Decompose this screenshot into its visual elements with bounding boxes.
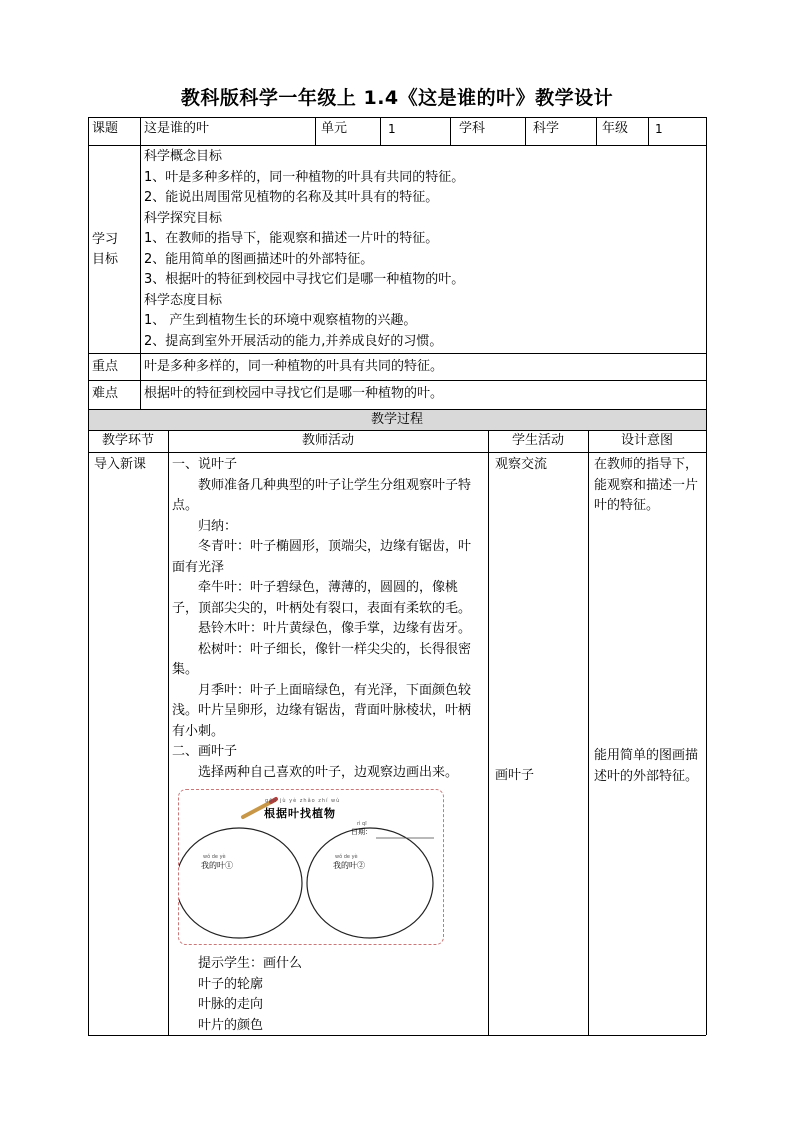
goal-line: 1、 产生到植物生长的环境中观察植物的兴趣。 (144, 313, 417, 328)
topic-value: 这是谁的叶 (144, 121, 210, 136)
design-intent-1: 在教师的指导下，能观察和描述一片叶的特征。 (594, 457, 699, 513)
unit-label: 单元 (321, 121, 348, 136)
prompt-line: 提示学生：画什么 (198, 956, 303, 971)
leaf2-ruby: wǒ de yè (335, 854, 358, 860)
unit-value: 1 (388, 122, 396, 136)
section-intro: 选择两种自己喜欢的叶子，边观察边画出来。 (198, 764, 459, 780)
leaf-description: 牵牛叶：叶子碧绿色，薄薄的，圆圆的，像桃子，顶部尖尖的，叶柄处有裂口，表面有柔软的毛。 (172, 580, 472, 616)
grade-label: 年级 (602, 121, 629, 136)
section-intro: 教师准备几种典型的叶子让学生分组观察叶子特点。 (172, 477, 472, 513)
header-student: 学生活动 (511, 433, 564, 448)
goal-line: 2、能说出周围常见植物的名称及其叶具有的特征。 (144, 190, 439, 205)
student-activity-draw: 画叶子 (495, 768, 535, 783)
key-point-label: 重点 (92, 359, 119, 374)
leaf-circle-2 (307, 828, 433, 938)
goal-line: 科学概念目标 (144, 149, 223, 164)
difficulty-label: 难点 (92, 386, 119, 401)
leaf1-ruby: wǒ de yè (203, 854, 226, 860)
goal-line: 2、提高到室外开展活动的能力,并养成良好的习惯。 (144, 333, 443, 349)
worksheet-title-ruby: gēn jù yè zhǎo zhí wù (265, 798, 341, 804)
date-ruby: rì qī (357, 821, 367, 827)
leaf-description: 悬铃木叶：叶片黄绿色，像手掌，边缘有齿牙。 (198, 621, 472, 636)
stage-name: 导入新课 (94, 457, 147, 472)
goal-line: 科学探究目标 (144, 210, 223, 226)
prompt-item: 叶子的轮廓 (198, 976, 264, 992)
key-point-value: 叶是多种多样的，同一种植物的叶具有共同的特征。 (144, 359, 444, 374)
goal-line: 1、叶是多种多样的，同一种植物的叶具有共同的特征。 (144, 169, 465, 185)
prompt-item: 叶脉的走向 (198, 997, 264, 1012)
student-activity-observe: 观察交流 (495, 457, 548, 472)
leaf-description: 冬青叶：叶子椭圆形，顶端尖，边缘有锯齿，叶面有光泽 (172, 539, 472, 575)
goal-line: 1、在教师的指导下，能观察和描述一片叶的特征。 (144, 231, 439, 246)
leaf2-label: 我的叶② (333, 861, 365, 870)
worksheet-illustration (178, 789, 444, 945)
goals-label (92, 230, 118, 270)
header-teacher: 教师活动 (301, 433, 354, 448)
design-intent-2: 能用简单的图画描述叶的外部特征。 (594, 748, 699, 784)
goals-label-line1: 学习 (92, 232, 119, 247)
process-band-label: 教学过程 (370, 412, 423, 427)
prompt-item: 叶片的颜色 (198, 1017, 264, 1033)
date-label: 日期： (351, 828, 372, 836)
header-stage: 教学环节 (101, 433, 154, 448)
difficulty-value: 根据叶的特征到校园中寻找它们是哪一种植物的叶。 (144, 386, 444, 401)
goal-line: 3、根据叶的特征到校园中寻找它们是哪一种植物的叶。 (144, 272, 465, 287)
summary-label: 归纳： (198, 518, 238, 534)
teacher-activity (172, 455, 482, 783)
header-intent: 设计意图 (620, 433, 673, 448)
goals-content (144, 147, 704, 352)
worksheet-title: 根据叶找植物 (264, 807, 336, 820)
document-title: 教科版科学一年级上 1.4《这是谁的叶》教学设计 (180, 87, 614, 109)
leaf-circle-1 (179, 828, 302, 938)
goal-line: 2、能用简单的图画描述叶的外部特征。 (144, 251, 374, 267)
subject-value: 科学 (533, 121, 560, 136)
goal-line: 科学态度目标 (144, 292, 223, 308)
subject-label: 学科 (459, 121, 486, 136)
section-title: 二、画叶子 (172, 744, 238, 759)
leaf-description: 月季叶：叶子上面暗绿色，有光泽，下面颜色较浅。叶片呈卵形，边缘有锯齿，背面叶脉棱状，叶柄有小刺。 (172, 682, 472, 739)
goals-label-line2: 目标 (92, 252, 119, 267)
grade-value: 1 (655, 122, 663, 136)
drawing-prompts (172, 954, 482, 1036)
topic-label: 课题 (92, 121, 119, 136)
leaf1-label: 我的叶① (201, 861, 233, 870)
leaf-description: 松树叶：叶子细长，像针一样尖尖的，长得很密集。 (172, 641, 472, 677)
section-title: 一、说叶子 (172, 457, 238, 472)
